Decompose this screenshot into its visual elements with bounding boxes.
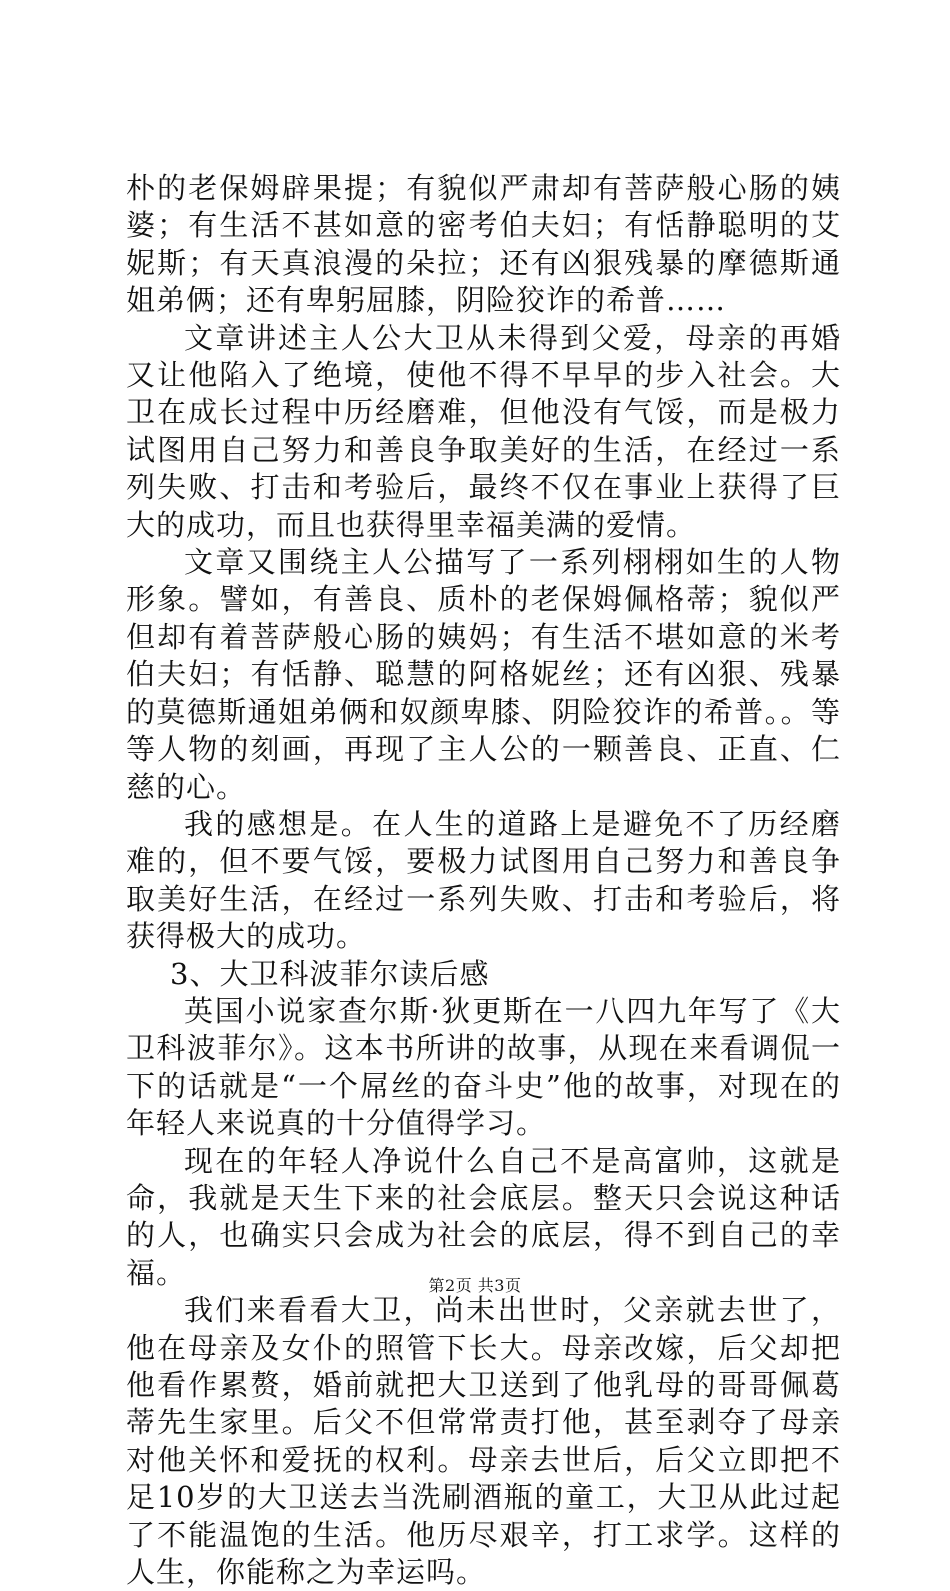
paragraph-david-childhood: 我们来看看大卫，尚未出世时，父亲就去世了，他在母亲及女仆的照管下长大。母亲改嫁，后父却把他看作累赘，婚前就把大卫送到了他乳母的哥哥佩葛蒂先生家里。后父不但常常责打他，甚至剥夺了母亲对他关怀和爱抚的权利。母亲去世后，后父立即把不足10岁的大卫送去当洗刷酒瓶的童工，大卫从此过起了不能温饱的生活。他历尽艰辛，打工求学。这样的人生，你能称之为幸运吗。 [126, 1293, 841, 1590]
paragraph-intro-dickens: 英国小说家查尔斯·狄更斯在一八四九年写了《大卫科波菲尔》。这本书所讲的故事，从现在来看调侃一下的话就是“一个屌丝的奋斗史”他的故事，对现在的年轻人来说真的十分值得学习。 [126, 993, 841, 1141]
page-number-footer: 第2页 共3页 [428, 1276, 522, 1295]
paragraph-character-portraits: 文章又围绕主人公描写了一系列栩栩如生的人物形象。譬如，有善良、质朴的老保姆佩格蒂；貌似严但却有着菩萨般心肠的姨妈；有生活不堪如意的米考伯夫妇；有恬静、聪慧的阿格妮丝；还有凶狠、残暴的莫德斯通姐弟俩和奴颜卑膝、阴险狡诈的希普。。等等人物的刻画，再现了主人公的一颗善良、正直、仁慈的心。 [126, 545, 841, 804]
paragraph-character-list-continued: 朴的老保姆辟果提；有貌似严肃却有菩萨般心肠的姨婆；有生活不甚如意的密考伯夫妇；有恬静聪明的艾妮斯；有天真浪漫的朵拉；还有凶狠残暴的摩德斯通姐弟俩；还有卑躬屈膝，阴险狡诈的希普…… [126, 171, 841, 318]
section-heading: 3、大卫科波菲尔读后感 [170, 956, 490, 991]
document-body [126, 170, 841, 1591]
paragraph-personal-thoughts: 我的感想是。在人生的道路上是避免不了历经磨难的，但不要气馁，要极力试图用自己努力和善良争取美好生活，在经过一系列失败、打击和考验后，将获得极大的成功。 [126, 806, 841, 954]
paragraph-story-summary: 文章讲述主人公大卫从未得到父爱，母亲的再婚又让他陷入了绝境，使他不得不早早的步入社会。大卫在成长过程中历经磨难，但他没有气馁，而是极力试图用自己努力和善良争取美好的生活，在经过一系列失败、打击和考验后，最终不仅在事业上获得了巨大的成功，而且也获得里幸福美满的爱情。 [126, 320, 841, 542]
paragraph-young-people: 现在的年轻人净说什么自己不是高富帅，这就是命，我就是天生下来的社会底层。整天只会说这种话的人，也确实只会成为社会的底层，得不到自己的幸福。 [126, 1143, 841, 1290]
